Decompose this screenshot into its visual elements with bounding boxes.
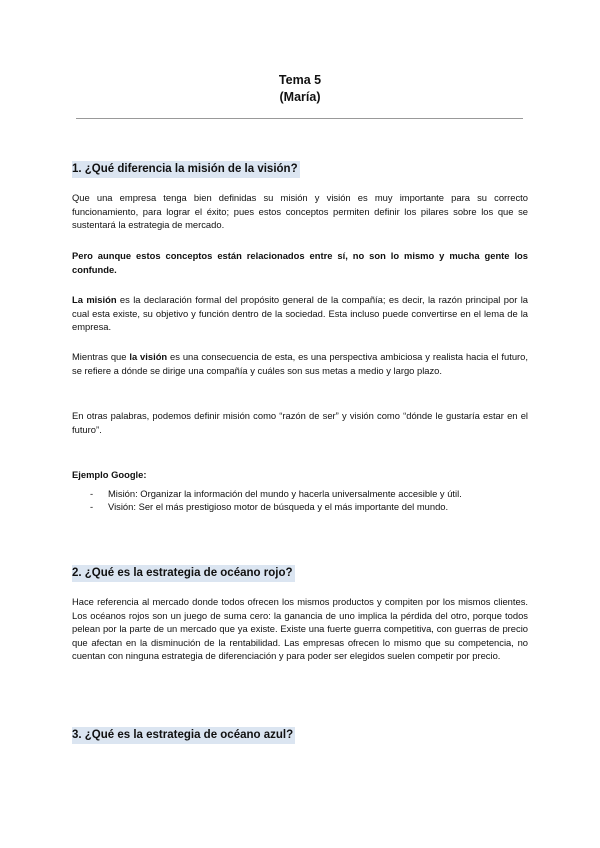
section-1-paragraph-4 bbox=[72, 350, 528, 377]
bullet-dash: - bbox=[90, 487, 94, 499]
section-3-heading: 3. ¿Qué es la estrategia de océano azul? bbox=[72, 727, 295, 744]
list-item-text: Misión: Organizar la información del mundo y hacerla universalmente accesible y útil. bbox=[108, 487, 462, 499]
mision-term: La misión bbox=[72, 294, 117, 305]
document-title: Tema 5 bbox=[278, 73, 322, 87]
title-block bbox=[0, 72, 600, 106]
example-block bbox=[72, 468, 528, 514]
section-2-paragraph-1 bbox=[72, 595, 528, 663]
example-list bbox=[72, 487, 528, 514]
section-2-heading-wrap bbox=[72, 563, 528, 582]
section-1-paragraph-5 bbox=[72, 409, 528, 436]
paragraph-text: En otras palabras, podemos definir misión como “razón de ser” y visión como “dónde le gustaría estar en el futuro”. bbox=[72, 410, 528, 435]
paragraph-vision bbox=[72, 350, 528, 377]
title-divider bbox=[76, 118, 523, 119]
section-2-heading: 2. ¿Qué es la estrategia de océano rojo? bbox=[72, 565, 295, 582]
section-1-paragraph-1 bbox=[72, 191, 528, 232]
section-1-paragraph-2 bbox=[72, 249, 528, 276]
list-item-text: Visión: Ser el más prestigioso motor de búsqueda y el más importante del mundo. bbox=[108, 501, 449, 513]
section-1-heading: 1. ¿Qué diferencia la misión de la visión? bbox=[72, 161, 300, 178]
bullet-dash: - bbox=[90, 501, 94, 513]
list-item bbox=[72, 500, 528, 514]
paragraph-text: Que una empresa tenga bien definidas su misión y visión es muy importante para su correcto funcionamiento, para lograr el éxito; pues estos conceptos permiten definir los pilares sobre los que se sustentará la estrategia de mercado. bbox=[72, 192, 528, 231]
section-3-heading-wrap bbox=[72, 725, 528, 744]
vision-intro: Mientras que bbox=[72, 351, 130, 362]
vision-term: la visión bbox=[129, 351, 168, 362]
document-author: (María) bbox=[279, 90, 321, 104]
paragraph-text: Hace referencia al mercado donde todos ofrecen los mismos productos y compiten por los mismos clientes. Los océanos rojos son un juego de suma cero: la ganancia de uno implica la pérdida del otro, porque todos pelean por la parte de un mercado que ya existe. Existe una fuerte guerra competitiva, con guerras de precio que afectan en la disminución de la rentabilidad. Las empresas ofrecen lo mismo que su competencia, no cuentan con ninguna estrategia de diferenciación y para poder ser elegidos suelen competir por precio. bbox=[72, 596, 528, 662]
paragraph-text-bold: Pero aunque estos conceptos están relacionados entre sí, no son lo mismo y mucha gente los confunde. bbox=[72, 250, 528, 275]
section-1-paragraph-3 bbox=[72, 293, 528, 334]
vision-definition: es una consecuencia de esta, es una perspectiva ambiciosa y realista hacia el futuro, se refiere a dónde se dirige una compañía y cuáles son sus metas a medio y largo plazo. bbox=[72, 351, 528, 376]
section-1-heading-wrap bbox=[72, 159, 528, 178]
mision-definition: es la declaración formal del propósito general de la compañía; es decir, la razón principal por la cual esta existe, su objetivo y función dentro de la sociedad. Esta incluso puede convertirse en el lema de la empresa. bbox=[72, 294, 528, 333]
list-item bbox=[72, 487, 528, 501]
paragraph-mision bbox=[72, 293, 528, 334]
example-title: Ejemplo Google: bbox=[72, 469, 147, 480]
